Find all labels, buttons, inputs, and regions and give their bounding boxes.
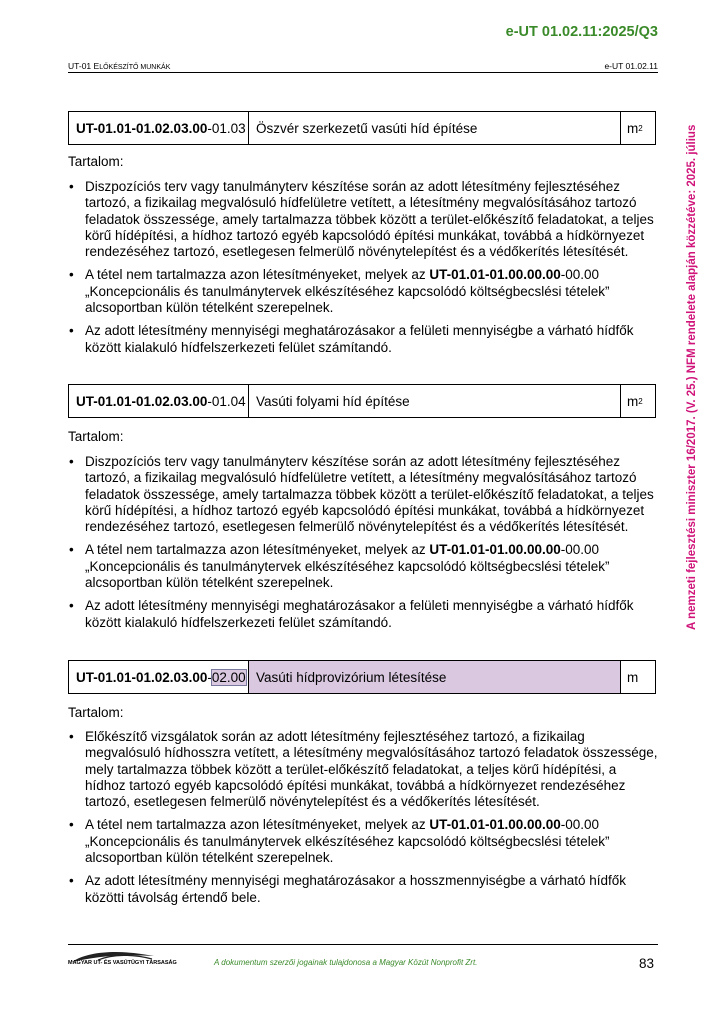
- item-description: Vasúti hídprovizórium létesítése: [249, 661, 621, 693]
- list-item: • Diszpozíciós terv vagy tanulmányterv készítése során az adott létesítmény fejlesztéséhez tartozó, a fizikailag megvalósuló hídfelületre vetített, a létesítmény megvalósításához tartozó feladatok összessége, amely tartalmazza többek között a terület-előkészítő feladatokat, a teljes körű hídépítési, a hídhoz tartozó egyéb kapcsolódó építési munkákat, továbbá a hídkörnyezet rendezéséhez tartozó, esetlegesen felmerülő növénytelepítést és a védőkerítés létesítését.: [69, 179, 654, 260]
- item-table-1: [68, 111, 656, 145]
- item-2-bullets: [68, 454, 658, 638]
- content-label: Tartalom:: [68, 705, 124, 720]
- content-label: Tartalom:: [68, 154, 124, 169]
- society-logo-icon: [68, 948, 158, 970]
- item-table-2: [68, 384, 656, 418]
- header-section-title: UT-01 ELŐKÉSZÍTŐ MUNKÁK: [68, 61, 171, 71]
- list-item: • Az adott létesítmény mennyiségi meghatározásakor a felületi mennyiségbe a várható hídfők között kialakuló hídfelszerkezeti felület számítandó.: [69, 598, 634, 630]
- content-label: Tartalom:: [68, 429, 124, 444]
- list-item: • Előkészítő vizsgálatok során az adott létesítmény fejlesztéséhez tartozó, a fizikailag megvalósuló hídhosszra vetített, a létesítmény megvalósításához tartozó feladatok összessége, mely tartalmazza többek között a terület-előkészítő feladatokat, a teljes körű hídépítési, a hídhoz tartozó egyéb kapcsolódó építési munkákat, továbbá a hídkörnyezet rendezéséhez tartozó, esetlegesen felmerülő növénytelepítést és a védőkerítés létesítését.: [69, 729, 658, 810]
- item-unit: m 2: [627, 120, 643, 136]
- document-code: e-UT 01.02.11:2025/Q3: [505, 24, 658, 40]
- list-item: • A tétel nem tartalmazza azon létesítményeket, melyek az UT-01.01-01.00.00.00-00.00 „Koncepcionális és tanulmánytervek elkészítéséhez kapcsolódó költségbecslési tételek” alcsoportban külön tételként szerepelnek.: [69, 542, 610, 591]
- header-divider: [68, 72, 658, 73]
- selected-text[interactable]: 02.00: [211, 669, 246, 685]
- society-logo-text: MAGYAR UT- ÉS VASÚTÜGYI TÁRSASÁG: [68, 960, 177, 966]
- list-item: • A tétel nem tartalmazza azon létesítményeket, melyek az UT-01.01-01.00.00.00-00.00 „Koncepcionális és tanulmánytervek elkészítéséhez kapcsolódó költségbecslési tételek” alcsoportban külön tételként szerepelnek.: [69, 817, 610, 866]
- item-3-bullets: [68, 729, 658, 913]
- list-item: • Az adott létesítmény mennyiségi meghatározásakor a hosszmennyiségbe a várható hídfők közötti távolság értendő bele.: [69, 873, 627, 905]
- list-item: • Az adott létesítmény mennyiségi meghatározásakor a felületi mennyiségbe a várható hídfők között kialakuló hídfelszerkezeti felület számítandó.: [69, 323, 634, 355]
- item-code: UT-01.01-01.02.03.00 -01.03: [69, 112, 249, 144]
- item-description: Öszvér szerkezetű vasúti híd építése: [249, 112, 621, 144]
- list-item: • Diszpozíciós terv vagy tanulmányterv készítése során az adott létesítmény fejlesztéséhez tartozó, a fizikailag megvalósuló hídfelületre vetített, a létesítmény megvalósításához tartozó feladatok összessége, amely tartalmazza többek között a terület-előkészítő feladatokat, a teljes körű hídépítési, a hídhoz tartozó egyéb kapcsolódó építési munkákat, továbbá a hídkörnyezet rendezéséhez tartozó, esetlegesen felmerülő növénytelepítést és a védőkerítés létesítését.: [69, 454, 654, 535]
- item-1-bullets: [68, 179, 658, 363]
- item-code: UT-01.01-01.02.03.00 -01.04: [69, 385, 249, 417]
- item-description: Vasúti folyami híd építése: [249, 385, 621, 417]
- item-unit: m 2: [627, 393, 643, 409]
- side-publication-note: A nemzeti fejlesztési miniszter 16/2017. (V. 25.) NFM rendelete alapján közzétéve: 2025. július: [686, 124, 698, 630]
- copyright-note: A dokumentum szerzői jogainak tulajdonosa a Magyar Közút Nonprofit Zrt.: [214, 958, 478, 967]
- header-doc-ref: e-UT 01.02.11: [604, 61, 658, 71]
- item-unit: m: [627, 669, 639, 685]
- footer-divider: [68, 944, 658, 945]
- item-code: UT-01.01-01.02.03.00 - 02.00: [69, 661, 249, 693]
- list-item: • A tétel nem tartalmazza azon létesítményeket, melyek az UT-01.01-01.00.00.00-00.00 „Koncepcionális és tanulmánytervek elkészítéséhez kapcsolódó költségbecslési tételek” alcsoportban külön tételként szerepelnek.: [69, 267, 610, 316]
- page-number: 83: [638, 956, 654, 971]
- item-table-3: [68, 660, 656, 694]
